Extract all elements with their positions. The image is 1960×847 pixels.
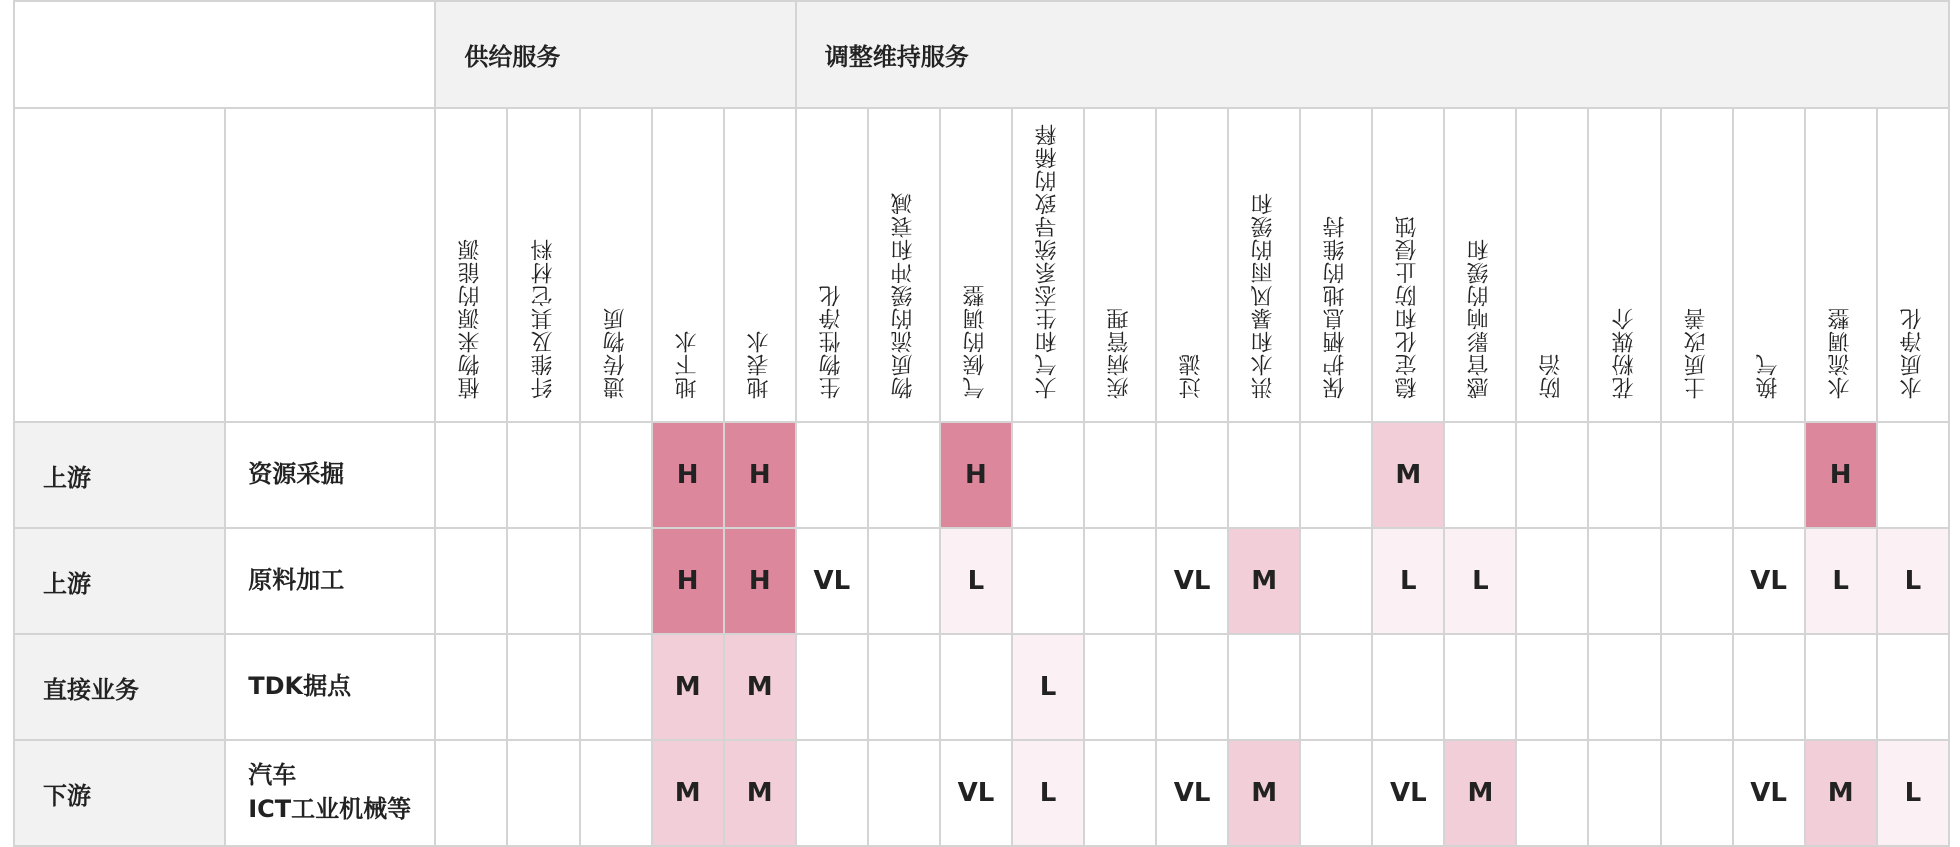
service-column-header xyxy=(1877,108,1949,422)
business-label: TDK据点 xyxy=(248,672,352,701)
supply-services-header: 供给服务 xyxy=(435,1,795,108)
dependency-level-cell: L xyxy=(1877,740,1949,846)
service-column-header xyxy=(1588,108,1660,422)
dependency-level-cell: H xyxy=(724,528,796,634)
dependency-level-cell xyxy=(1661,422,1733,528)
dependency-level-cell xyxy=(796,422,868,528)
dependency-level-cell xyxy=(1228,422,1300,528)
service-column-header xyxy=(1300,108,1372,422)
dependency-level-cell: M xyxy=(724,740,796,846)
dependency-level-cell: VL xyxy=(796,528,868,634)
service-column-header xyxy=(1661,108,1733,422)
service-column-label: 花粉媒介 xyxy=(1611,307,1637,399)
dependency-level-cell xyxy=(580,422,652,528)
dependency-level-cell xyxy=(1516,740,1588,846)
service-column-header xyxy=(1444,108,1516,422)
service-column-label: 防治 xyxy=(1539,353,1565,399)
dependency-level-cell xyxy=(1372,634,1444,740)
dependency-level-cell xyxy=(507,528,579,634)
dependency-level-cell xyxy=(1661,528,1733,634)
dependency-level-cell xyxy=(1300,422,1372,528)
business-label: 原料加工 xyxy=(248,566,345,595)
service-column-label: 水流调整 xyxy=(1827,307,1853,399)
dependency-level-cell xyxy=(580,528,652,634)
dependency-level-cell: L xyxy=(940,528,1012,634)
dependency-level-cell xyxy=(1012,422,1084,528)
corner-cell xyxy=(14,1,435,108)
dependency-level-cell xyxy=(1084,740,1156,846)
dependency-level-cell: H xyxy=(652,422,724,528)
dependency-level-cell xyxy=(507,740,579,846)
dependency-level-cell xyxy=(1228,634,1300,740)
service-column-label: 植物来源的能源 xyxy=(458,238,484,399)
service-column-header xyxy=(580,108,652,422)
service-column-header xyxy=(1733,108,1805,422)
dependency-level-cell: VL xyxy=(1733,740,1805,846)
dependency-level-cell: M xyxy=(652,740,724,846)
dependency-level-cell xyxy=(1084,422,1156,528)
service-column-label: 遗传物质 xyxy=(602,307,628,399)
dependency-level-cell xyxy=(435,634,507,740)
dependency-level-cell xyxy=(868,422,940,528)
dependency-level-cell xyxy=(1516,634,1588,740)
dependency-level-cell xyxy=(1516,422,1588,528)
dependency-level-cell xyxy=(1444,422,1516,528)
dependency-level-cell: M xyxy=(1805,740,1877,846)
dependency-level-cell xyxy=(1588,634,1660,740)
dependency-level-cell: H xyxy=(652,528,724,634)
group-header-row xyxy=(14,1,1949,108)
dependency-level-cell xyxy=(796,634,868,740)
service-column-header xyxy=(724,108,796,422)
table-row xyxy=(14,740,1949,846)
business-cell xyxy=(225,740,435,846)
dependency-level-cell xyxy=(1300,528,1372,634)
dependency-level-cell: L xyxy=(1444,528,1516,634)
service-column-label: 保护栖息地的维持 xyxy=(1323,215,1349,399)
service-column-header xyxy=(1372,108,1444,422)
dependency-level-cell xyxy=(940,634,1012,740)
matrix-body xyxy=(14,422,1949,846)
service-column-header xyxy=(435,108,507,422)
dependency-level-cell xyxy=(1588,528,1660,634)
business-cell xyxy=(225,634,435,740)
service-column-label: 纤维及其它材料 xyxy=(530,238,556,399)
dependency-level-cell xyxy=(868,634,940,740)
dependency-level-cell xyxy=(580,740,652,846)
service-column-label: 水质净化 xyxy=(1899,307,1925,399)
stage-header-cell xyxy=(14,108,225,422)
service-column-header xyxy=(1012,108,1084,422)
business-cell xyxy=(225,528,435,634)
dependency-level-cell xyxy=(1516,528,1588,634)
table-row xyxy=(14,528,1949,634)
service-column-header xyxy=(940,108,1012,422)
service-column-header xyxy=(1805,108,1877,422)
dependency-level-cell: VL xyxy=(1733,528,1805,634)
regulating-services-header: 调整维持服务 xyxy=(796,1,1949,108)
dependency-level-cell: L xyxy=(1012,634,1084,740)
dependency-level-cell xyxy=(868,740,940,846)
service-column-label: 疾病管理 xyxy=(1107,307,1133,399)
value-chain-stage: 直接业务 xyxy=(14,634,225,740)
dependency-level-cell: H xyxy=(1805,422,1877,528)
service-column-label: 土质改善 xyxy=(1683,307,1709,399)
dependency-level-cell xyxy=(1444,634,1516,740)
dependency-level-cell: L xyxy=(1805,528,1877,634)
dependency-level-cell xyxy=(1156,634,1228,740)
table-row xyxy=(14,422,1949,528)
dependency-level-cell: VL xyxy=(940,740,1012,846)
service-column-header xyxy=(1156,108,1228,422)
value-chain-stage: 上游 xyxy=(14,422,225,528)
service-column-header xyxy=(507,108,579,422)
table-row xyxy=(14,634,1949,740)
dependency-level-cell xyxy=(1733,422,1805,528)
dependency-level-cell: L xyxy=(1012,740,1084,846)
service-column-header xyxy=(868,108,940,422)
dependency-level-cell xyxy=(1588,422,1660,528)
business-label-line2: ICT工业机械等 xyxy=(248,795,412,823)
service-column-label: 物质流的缓冲和衰减 xyxy=(890,192,916,399)
service-column-header xyxy=(1084,108,1156,422)
dependency-level-cell: M xyxy=(1372,422,1444,528)
value-chain-stage: 上游 xyxy=(14,528,225,634)
dependency-level-cell xyxy=(435,528,507,634)
service-column-header xyxy=(1516,108,1588,422)
business-label: 汽车 xyxy=(248,761,297,790)
dependency-level-cell xyxy=(1877,422,1949,528)
dependency-level-cell: VL xyxy=(1372,740,1444,846)
dependency-level-cell xyxy=(1877,634,1949,740)
dependency-level-cell: H xyxy=(940,422,1012,528)
dependency-level-cell: L xyxy=(1877,528,1949,634)
dependency-level-cell xyxy=(1661,740,1733,846)
dependency-matrix xyxy=(13,0,1950,847)
service-column-label: 换气 xyxy=(1755,353,1781,399)
service-column-header xyxy=(796,108,868,422)
dependency-level-cell: M xyxy=(1228,740,1300,846)
dependency-level-cell xyxy=(1084,528,1156,634)
service-column-label: 感官影响的缓和 xyxy=(1467,238,1493,399)
dependency-level-cell xyxy=(1588,740,1660,846)
dependency-level-cell: VL xyxy=(1156,740,1228,846)
dependency-level-cell xyxy=(507,422,579,528)
business-label: 资源采掘 xyxy=(248,460,345,489)
service-column-label: 地下水 xyxy=(674,330,700,399)
service-column-header xyxy=(1228,108,1300,422)
dependency-level-cell xyxy=(1156,422,1228,528)
service-column-label: 洪水和暴风雨的缓和 xyxy=(1251,192,1277,399)
dependency-level-cell xyxy=(868,528,940,634)
dependency-level-cell: M xyxy=(652,634,724,740)
value-chain-stage: 下游 xyxy=(14,740,225,846)
service-column-label: 气候的调整 xyxy=(962,284,988,399)
service-column-label: 过滤 xyxy=(1179,353,1205,399)
dependency-level-cell xyxy=(1805,634,1877,740)
dependency-level-cell: M xyxy=(1228,528,1300,634)
dependency-level-cell: VL xyxy=(1156,528,1228,634)
dependency-level-cell xyxy=(1300,740,1372,846)
dependency-level-cell: H xyxy=(724,422,796,528)
dependency-level-cell xyxy=(507,634,579,740)
dependency-level-cell xyxy=(580,634,652,740)
dependency-level-cell xyxy=(1012,528,1084,634)
dependency-level-cell xyxy=(796,740,868,846)
dependency-level-cell xyxy=(435,422,507,528)
dependency-level-cell: L xyxy=(1372,528,1444,634)
dependency-level-cell xyxy=(1300,634,1372,740)
business-cell xyxy=(225,422,435,528)
service-column-header xyxy=(652,108,724,422)
dependency-level-cell: M xyxy=(1444,740,1516,846)
dependency-level-cell: M xyxy=(724,634,796,740)
service-column-label: 生物性净化 xyxy=(818,284,844,399)
dependency-level-cell xyxy=(1084,634,1156,740)
service-column-label: 稳定化和防止侵蚀 xyxy=(1395,215,1421,399)
dependency-level-cell xyxy=(1733,634,1805,740)
service-subheader-row xyxy=(14,108,1949,422)
service-column-label: 大气和生态系统导致的稀释 xyxy=(1035,123,1060,399)
dependency-level-cell xyxy=(1661,634,1733,740)
service-column-label: 地表水 xyxy=(746,330,772,399)
dependency-level-cell xyxy=(435,740,507,846)
business-header-cell xyxy=(225,108,435,422)
